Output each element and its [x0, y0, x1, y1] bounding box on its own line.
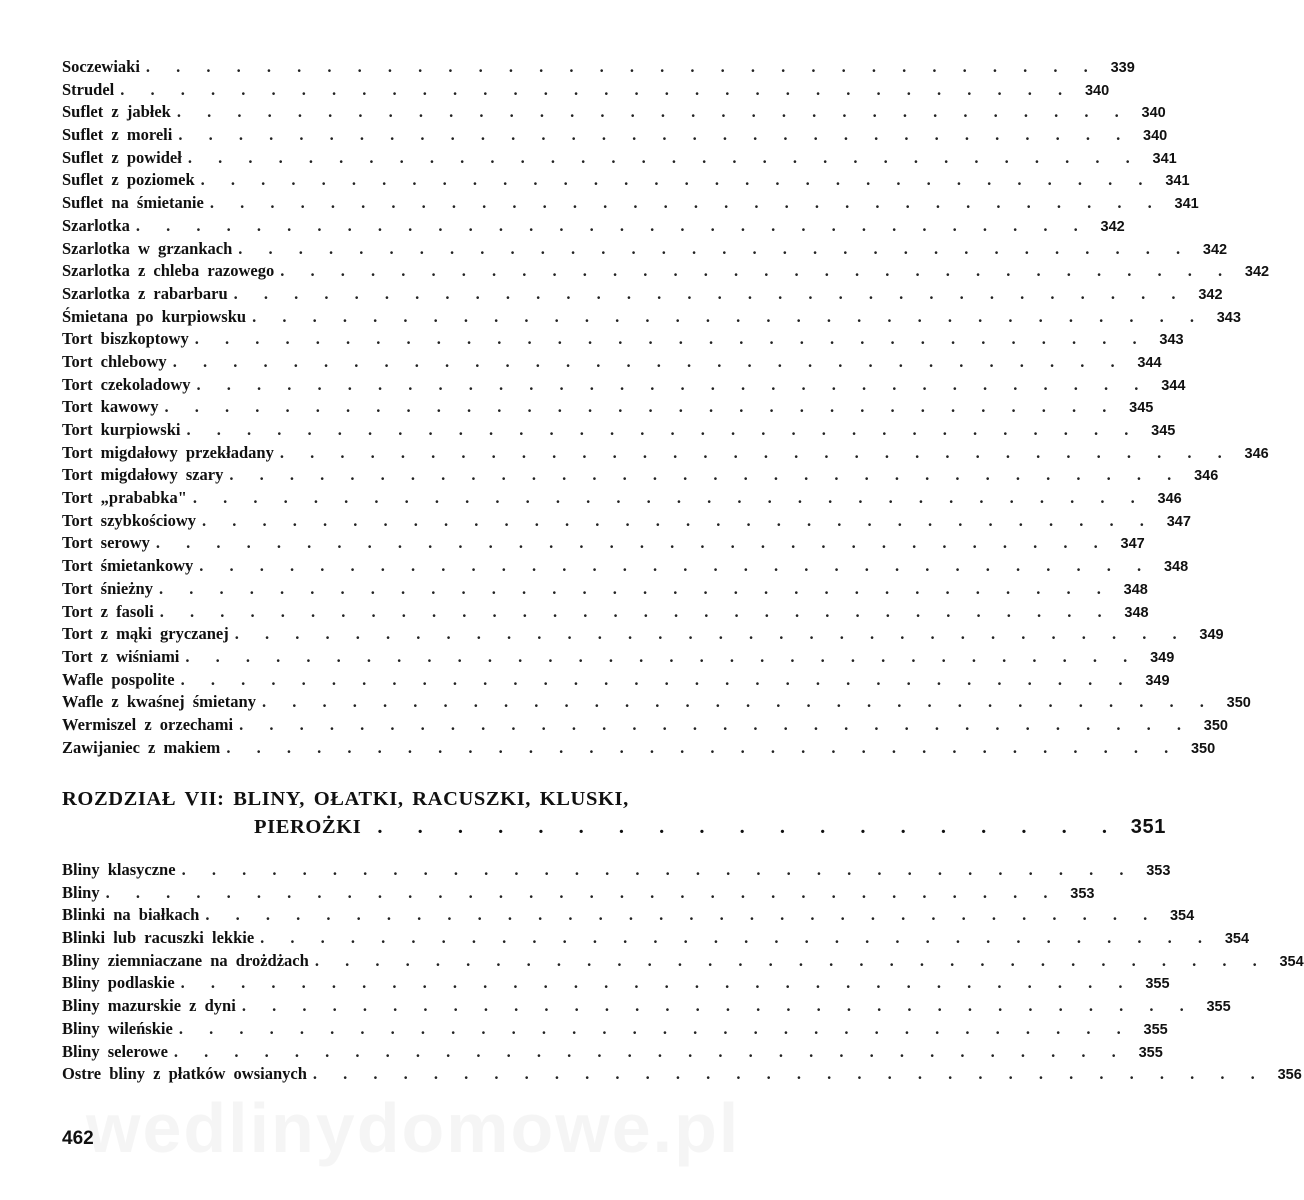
toc-dot-leader: . . . . . . . . . . . . . . . . . . . . . . . . . . . . . . . . [176, 102, 1130, 122]
toc-dot-leader: . . . . . . . . . . . . . . . . . . . . . . . . . . . . . . . . [181, 860, 1135, 879]
toc-entry-page: 348 [1124, 604, 1149, 621]
toc-dot-leader: . . . . . . . . . . . . . . . . . . . . . . . . . . . . . . . . [172, 351, 1126, 371]
toc-entry-page: 343 [1159, 332, 1184, 349]
toc-entry-page: 339 [1110, 60, 1135, 76]
toc-entry [62, 170, 1190, 193]
toc-entry-title: Bliny [62, 882, 100, 902]
toc-dot-leader: . . . . . . . . . . . . . . . . . . . . . . . . . . . . . . . . [194, 329, 1148, 349]
toc-entry-page: 354 [1169, 908, 1195, 925]
toc-dot-leader: . . . . . . . . . . . . . . . . . . . . . . . . . . . . . . . . [241, 996, 1195, 1016]
toc-entry-title: Szarlotka [62, 215, 130, 235]
toc-entry [62, 351, 1162, 375]
toc-entry [62, 860, 1171, 883]
toc-entry-title: Suflet z poziomek [62, 170, 195, 190]
toc-dot-leader: . . . . . . . . . . . . . . . . . . . . . . . . . . . . . . . . [314, 950, 1268, 970]
toc-list-desserts [62, 57, 1270, 760]
toc-entry [62, 973, 1170, 996]
toc-entry [62, 283, 1223, 307]
toc-entry-page: 342 [1202, 241, 1228, 258]
toc-entry-page: 349 [1150, 649, 1175, 666]
toc-dot-leader: . . . . . . . . . . . . . . . . . . . . . . . . . . . . . . . . [209, 193, 1163, 213]
toc-entry-title: Szarlotka z rabarbaru [62, 283, 228, 303]
toc-dot-leader: . . . . . . . . . . . . . . . . . . . . . . . . . . . . . . . . [261, 692, 1215, 712]
toc-entry-page: 342 [1244, 264, 1270, 281]
toc-entry-page: 344 [1161, 377, 1186, 394]
toc-entry [62, 905, 1195, 928]
toc-dot-leader: . . . . . . . . . . . . . . . . . . . . . . . . . . . . . . . . [159, 601, 1113, 621]
toc-dot-leader: . . . . . . . . . . . . . . . . . . . . . . . . . . . . . . . . [200, 170, 1154, 190]
toc-entry-page: 346 [1244, 445, 1269, 462]
toc-entry [62, 125, 1168, 148]
toc-dot-leader: . . . . . . . . . . . . . . . . . . . . . . . . . . . . . . . . [234, 624, 1188, 644]
toc-entry [62, 601, 1149, 625]
toc-dot-leader: . . . . . . . . . . . . . . . . . . . . . . . . . . . . . . . . [186, 420, 1140, 439]
toc-entry-title: Tort migdałowy przekładany [62, 442, 274, 462]
toc-entry [62, 737, 1216, 761]
toc-entry [62, 646, 1175, 670]
toc-dot-leader: . . . . . . . . . . . . . . . . . . . . . . . . . . . . . . . . [178, 1018, 1132, 1038]
toc-entry-page: 345 [1151, 423, 1176, 439]
toc-entry-title: Tort z mąki gryczanej [62, 624, 229, 644]
toc-entry [62, 533, 1145, 556]
toc-dot-leader: . . . . . . . . . . . . . . . . . . . . . . . . . . . . . . . . [135, 215, 1089, 235]
toc-entry [62, 692, 1251, 715]
toc-entry-page: 341 [1152, 150, 1177, 167]
toc-entry-title: Tort kawowy [62, 397, 159, 417]
toc-entry-page: 340 [1084, 82, 1110, 99]
toc-dot-leader: . . . . . . . . . . . . . . . . . . . . . . . . . . . . . . . . [164, 397, 1118, 417]
toc-entry-page: 342 [1198, 286, 1223, 303]
toc-dot-leader: . . . . . . . . . . . . . . . . . . . . . . . . . . . . . . . . [199, 556, 1153, 576]
toc-dot-leader: . . . . . . . . . . . . . . . . . . . . . . . . . . . . . . . . [155, 533, 1109, 553]
toc-entry [62, 996, 1231, 1019]
toc-dot-leader: . . . . . . . . . . . . . . . . . . . . . . . . . . . . . . . . [120, 79, 1074, 99]
toc-entry [62, 488, 1182, 511]
toc-entry-title: Blinki lub racuszki lekkie [62, 928, 255, 948]
toc-dot-leader: . . . . . . . . . . . . . . . . . . . . . . . . . . . . . . . . [158, 578, 1112, 598]
toc-entry-title: Szarlotka w grzankach [62, 238, 233, 258]
toc-dot-leader: . . . . . . . . . . . . . . . . . . . . . . . . . . . . . . . . [105, 882, 1059, 902]
toc-entry [62, 79, 1110, 103]
toc-entry-title: Suflet na śmietanie [62, 193, 204, 213]
toc-entry-title: Tort z fasoli [62, 601, 154, 621]
toc-entry-title: Suflet z moreli [62, 125, 173, 145]
toc-entry-title: Bliny klasyczne [62, 860, 176, 879]
toc-entry-page: 353 [1146, 863, 1171, 879]
toc-entry [62, 714, 1228, 738]
toc-entry [62, 329, 1184, 352]
toc-dot-leader: . . . . . . . . . . . . . . . . . . . . . . . . . . . . . . . . [205, 905, 1159, 925]
toc-entry-title: Suflet z jabłek [62, 102, 171, 122]
toc-entry-page: 341 [1165, 173, 1190, 190]
toc-dot-leader: . . . . . . . . . . . . . . . . . . . . . . . . . . . . . . . . [173, 1041, 1127, 1061]
toc-list-bliny [62, 860, 1304, 1087]
toc-entry-page: 346 [1157, 491, 1182, 508]
watermark-text: wedlinydomowe.pl [86, 1089, 741, 1167]
toc-dot-leader: . . . . . . . . . . . . . . . . . . . . . . . . . . . . . . . . [312, 1064, 1266, 1084]
toc-dot-leader: . . . . . . . . . . . . . . . . . . . . . . . . . . . . . . . . [202, 510, 1155, 530]
toc-dot-leader: . . . . . . . . . . . . . . . . . . . . . . . . . . . . . . . . [178, 125, 1132, 145]
toc-entry [62, 1018, 1168, 1042]
toc-entry-title: Bliny selerowe [62, 1041, 168, 1061]
toc-entry-page: 350 [1190, 740, 1216, 757]
toc-entry-page: 348 [1123, 581, 1148, 598]
toc-entry-page: 355 [1206, 999, 1231, 1016]
toc-entry [62, 928, 1250, 951]
toc-entry [62, 215, 1125, 239]
toc-entry-title: Bliny mazurskie z dyni [62, 996, 236, 1016]
toc-entry-page: 347 [1120, 536, 1145, 553]
toc-dot-leader: . . . . . . . . . . . . . . . . . . . . . . . . . . . . . . . . [252, 306, 1205, 326]
toc-dot-leader: . . . . . . . . . . . . . . . . . . . . . . . . . . . . . . . . [187, 147, 1141, 167]
toc-entry-title: Tort „prababka" [62, 488, 187, 508]
toc-entry [62, 578, 1148, 602]
toc-entry-page: 347 [1166, 513, 1191, 530]
toc-entry-page: 353 [1070, 885, 1095, 902]
toc-entry [62, 306, 1241, 330]
toc-entry-title: Tort z wiśniami [62, 646, 180, 666]
toc-entry [62, 193, 1199, 216]
toc-entry [62, 57, 1135, 80]
toc-entry [62, 1064, 1302, 1087]
toc-entry-title: Bliny ziemniaczane na drożdżach [62, 950, 309, 970]
toc-dot-leader: . . . . . . . . . . . . . . . . . . . . . . . . . . . . . . . . [192, 488, 1146, 508]
toc-entry-page: 354 [1279, 953, 1304, 970]
toc-entry-page: 343 [1216, 309, 1241, 326]
toc-entry-page: 350 [1203, 717, 1228, 734]
toc-entry-page: 355 [1143, 1021, 1168, 1038]
toc-entry-title: Tort kurpiowski [62, 420, 181, 439]
toc-entry-title: Tort serowy [62, 533, 150, 553]
toc-entry-page: 356 [1277, 1067, 1302, 1084]
toc-entry [62, 624, 1224, 647]
toc-entry-title: Suflet z powideł [62, 147, 182, 167]
toc-entry [62, 1041, 1163, 1065]
chapter-dot-leader: . . . . . . . . . . . . . . . . . . . [377, 816, 1122, 838]
toc-entry-page: 342 [1100, 218, 1125, 235]
toc-entry [62, 510, 1191, 534]
toc-dot-leader: . . . . . . . . . . . . . . . . . . . . . . . . . . . . . . . . [229, 465, 1183, 485]
toc-entry-page: 354 [1224, 931, 1250, 948]
chapter-title-line-2 [62, 816, 1166, 844]
toc-dot-leader: . . . . . . . . . . . . . . . . . . . . . . . . . . . . . . . . [260, 928, 1214, 948]
toc-dot-leader: . . . . . . . . . . . . . . . . . . . . . . . . . . . . . . . . [280, 261, 1234, 281]
chapter-heading [62, 788, 1166, 844]
toc-entry [62, 465, 1219, 488]
toc-dot-leader: . . . . . . . . . . . . . . . . . . . . . . . . . . . . . . . . [185, 646, 1139, 666]
toc-entry-title: Blinki na białkach [62, 905, 200, 925]
toc-entry-page: 340 [1141, 105, 1166, 122]
chapter-title-line-1: ROZDZIAŁ VII: BLINY, OŁATKI, RACUSZKI, KLUSKI, [62, 788, 629, 810]
toc-dot-leader: . . . . . . . . . . . . . . . . . . . . . . . . . . . . . . . . [226, 737, 1180, 757]
toc-entry-page: 348 [1163, 559, 1189, 576]
toc-entry-title: Soczewiaki [62, 57, 140, 76]
toc-entry [62, 238, 1228, 262]
toc-entry-page: 349 [1145, 672, 1170, 689]
toc-dot-leader: . . . . . . . . . . . . . . . . . . . . . . . . . . . . . . . . [180, 973, 1134, 993]
chapter-title-continuation: PIEROŻKI [254, 816, 362, 838]
toc-entry [62, 147, 1177, 171]
toc-entry [62, 261, 1270, 284]
toc-entry [62, 556, 1189, 579]
toc-entry-title: Tort chlebowy [62, 351, 167, 371]
toc-dot-leader: . . . . . . . . . . . . . . . . . . . . . . . . . . . . . . . . [239, 714, 1192, 734]
toc-dot-leader: . . . . . . . . . . . . . . . . . . . . . . . . . . . . . . . . [238, 238, 1192, 258]
toc-entry [62, 882, 1095, 906]
chapter-page-number: 351 [1130, 816, 1166, 838]
toc-entry-title: Szarlotka z chleba razowego [62, 261, 275, 281]
toc-entry-page: 355 [1145, 976, 1170, 993]
toc-entry-title: Wermiszel z orzechami [62, 714, 234, 734]
toc-entry-page: 346 [1194, 468, 1219, 485]
toc-entry-page: 345 [1129, 400, 1154, 417]
toc-entry-title: Zawijaniec z makiem [62, 737, 221, 757]
toc-entry-title: Bliny podlaskie [62, 973, 175, 993]
toc-entry-title: Śmietana po kurpiowsku [62, 306, 247, 326]
toc-entry-title: Tort szybkościowy [62, 510, 197, 530]
toc-entry-title: Bliny wileńskie [62, 1018, 173, 1038]
toc-entry-title: Ostre bliny z płatków owsianych [62, 1064, 307, 1084]
toc-entry [62, 950, 1304, 974]
toc-entry [62, 442, 1269, 466]
toc-dot-leader: . . . . . . . . . . . . . . . . . . . . . . . . . . . . . . . . [279, 442, 1233, 462]
toc-entry [62, 397, 1154, 420]
toc-dot-leader: . . . . . . . . . . . . . . . . . . . . . . . . . . . . . . . . [196, 374, 1150, 394]
toc-entry-page: 355 [1138, 1044, 1163, 1061]
toc-entry-title: Wafle pospolite [62, 669, 175, 689]
page-number-footer: 462 [62, 1128, 94, 1149]
toc-entry-page: 344 [1137, 354, 1162, 371]
toc-entry [62, 669, 1170, 693]
toc-entry-page: 349 [1199, 627, 1224, 644]
toc-entry [62, 374, 1186, 398]
toc-entry-title: Strudel [62, 79, 115, 99]
toc-entry-title: Tort czekoladowy [62, 374, 191, 394]
toc-entry [62, 102, 1166, 125]
toc-dot-leader: . . . . . . . . . . . . . . . . . . . . . . . . . . . . . . . . [145, 57, 1099, 76]
toc-entry-page: 350 [1226, 695, 1251, 712]
toc-entry-title: Tort migdałowy szary [62, 465, 224, 485]
toc-entry-title: Tort biszkoptowy [62, 329, 189, 349]
toc-entry-page: 341 [1174, 196, 1199, 213]
toc-entry-title: Wafle z kwaśnej śmietany [62, 692, 256, 712]
toc-entry-title: Tort śnieżny [62, 578, 153, 598]
toc-entry [62, 420, 1176, 443]
toc-entry-page: 340 [1143, 128, 1168, 145]
toc-dot-leader: . . . . . . . . . . . . . . . . . . . . . . . . . . . . . . . . [180, 669, 1134, 689]
toc-dot-leader: . . . . . . . . . . . . . . . . . . . . . . . . . . . . . . . . [233, 283, 1187, 303]
toc-entry-title: Tort śmietankowy [62, 556, 194, 576]
